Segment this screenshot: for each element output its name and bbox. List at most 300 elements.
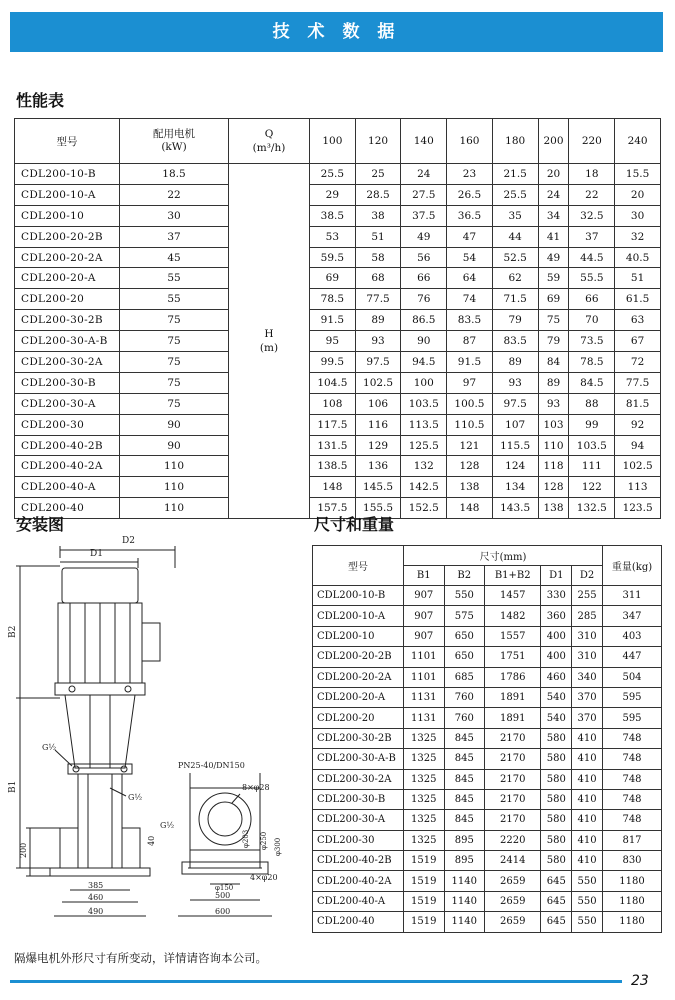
d150-label: φ150 bbox=[215, 884, 234, 892]
model-cell: CDL200-30-A-B bbox=[313, 749, 404, 769]
head-cell: 70 bbox=[569, 310, 615, 331]
head-cell: 56 bbox=[401, 247, 447, 268]
dim-cell: 2220 bbox=[485, 830, 541, 850]
dim-cell: 1519 bbox=[404, 912, 445, 932]
weight-cell: 504 bbox=[603, 667, 662, 687]
d250-label: φ250 bbox=[260, 831, 268, 850]
head-cell: 94 bbox=[615, 435, 661, 456]
model-cell: CDL200-20 bbox=[313, 708, 404, 728]
head-cell: 79 bbox=[492, 310, 538, 331]
model-cell: CDL200-30 bbox=[15, 414, 120, 435]
page-number: 23 bbox=[631, 973, 649, 989]
head-cell: 55.5 bbox=[569, 268, 615, 289]
dim-col-header: B2 bbox=[444, 566, 485, 586]
head-cell: 28.5 bbox=[355, 184, 401, 205]
head-cell: 93 bbox=[538, 393, 569, 414]
dim-cell: 550 bbox=[572, 871, 603, 891]
dim-cell: 895 bbox=[444, 851, 485, 871]
dim-cell: 580 bbox=[541, 728, 572, 748]
dim-cell: 1131 bbox=[404, 708, 445, 728]
dim-cell: 1325 bbox=[404, 810, 445, 830]
flow-header: 140 bbox=[401, 119, 447, 164]
head-cell: 51 bbox=[355, 226, 401, 247]
table-row bbox=[313, 606, 662, 626]
performance-header-row bbox=[15, 119, 661, 164]
table-row bbox=[15, 205, 661, 226]
head-cell: 74 bbox=[447, 289, 493, 310]
dim-cell: 255 bbox=[572, 586, 603, 606]
table-row bbox=[313, 626, 662, 646]
dim-cell: 2659 bbox=[485, 871, 541, 891]
flow-header: 100 bbox=[310, 119, 356, 164]
head-cell: 29 bbox=[310, 184, 356, 205]
table-row bbox=[15, 352, 661, 373]
footnote: 隔爆电机外形尺寸有所变动，详情请咨询本公司。 bbox=[14, 951, 267, 965]
table-row bbox=[313, 789, 662, 809]
dimensions-header-row bbox=[313, 546, 662, 566]
head-cell: 20 bbox=[538, 164, 569, 185]
model-cell: CDL200-30-A-B bbox=[15, 331, 120, 352]
weight-cell: 447 bbox=[603, 647, 662, 667]
dim-600-label: 600 bbox=[215, 907, 231, 916]
head-cell: 84.5 bbox=[569, 372, 615, 393]
head-cell: 138 bbox=[447, 477, 493, 498]
table-row bbox=[313, 851, 662, 871]
head-cell: 132.5 bbox=[569, 498, 615, 519]
head-cell: 41 bbox=[538, 226, 569, 247]
head-cell: 113.5 bbox=[401, 414, 447, 435]
model-cell: CDL200-40-2B bbox=[313, 851, 404, 871]
model-cell: CDL200-20-2A bbox=[313, 667, 404, 687]
power-cell: 110 bbox=[120, 498, 229, 519]
dim-cell: 370 bbox=[572, 708, 603, 728]
dim-cell: 845 bbox=[444, 749, 485, 769]
head-cell: 103.5 bbox=[569, 435, 615, 456]
head-cell: 116 bbox=[355, 414, 401, 435]
power-cell: 90 bbox=[120, 435, 229, 456]
q-header bbox=[229, 119, 310, 164]
power-cell: 22 bbox=[120, 184, 229, 205]
head-cell: 97 bbox=[447, 372, 493, 393]
flow-header: 160 bbox=[447, 119, 493, 164]
dim-cell: 907 bbox=[404, 606, 445, 626]
head-cell: 122 bbox=[569, 477, 615, 498]
model-cell: CDL200-40 bbox=[313, 912, 404, 932]
model-cell: CDL200-10 bbox=[313, 626, 404, 646]
head-cell: 59 bbox=[538, 268, 569, 289]
head-cell: 49 bbox=[401, 226, 447, 247]
head-cell: 110 bbox=[538, 435, 569, 456]
dim-cell: 1325 bbox=[404, 749, 445, 769]
base-plate bbox=[50, 868, 150, 876]
head-cell: 86.5 bbox=[401, 310, 447, 331]
head-cell: 38 bbox=[355, 205, 401, 226]
power-cell: 30 bbox=[120, 205, 229, 226]
head-cell: 111 bbox=[569, 456, 615, 477]
dim-cell: 580 bbox=[541, 789, 572, 809]
head-cell: 20 bbox=[615, 184, 661, 205]
table-row bbox=[15, 477, 661, 498]
dim-cell: 645 bbox=[541, 891, 572, 911]
dim-cell: 1140 bbox=[444, 891, 485, 911]
dim-cell: 1325 bbox=[404, 728, 445, 748]
table-row bbox=[313, 667, 662, 687]
model-cell: CDL200-20-A bbox=[313, 687, 404, 707]
model-cell: CDL200-30-2A bbox=[313, 769, 404, 789]
head-cell: 143.5 bbox=[492, 498, 538, 519]
b2-label: B2 bbox=[8, 625, 18, 638]
dim-cell: 760 bbox=[444, 708, 485, 728]
model-cell: CDL200-30-B bbox=[15, 372, 120, 393]
weight-cell: 1180 bbox=[603, 871, 662, 891]
model-cell: CDL200-10-B bbox=[15, 164, 120, 185]
dim-cell: 580 bbox=[541, 749, 572, 769]
head-cell: 71.5 bbox=[492, 289, 538, 310]
head-cell: 25.5 bbox=[492, 184, 538, 205]
head-cell: 99 bbox=[569, 414, 615, 435]
flange-circle-inner bbox=[208, 802, 242, 836]
table-row bbox=[15, 268, 661, 289]
dim-cell: 310 bbox=[572, 626, 603, 646]
dim-cell: 1325 bbox=[404, 830, 445, 850]
dim-cell: 650 bbox=[444, 626, 485, 646]
dim-cell: 1751 bbox=[485, 647, 541, 667]
g-half-label-top: G½ bbox=[42, 743, 57, 752]
weight-cell: 830 bbox=[603, 851, 662, 871]
model-cell: CDL200-40 bbox=[15, 498, 120, 519]
head-cell: 38.5 bbox=[310, 205, 356, 226]
power-cell: 90 bbox=[120, 414, 229, 435]
table-row bbox=[15, 435, 661, 456]
dim-cell: 370 bbox=[572, 687, 603, 707]
dim-cell: 845 bbox=[444, 810, 485, 830]
head-cell: 24 bbox=[401, 164, 447, 185]
dim-cell: 410 bbox=[572, 769, 603, 789]
size-header: 尺寸(mm) bbox=[404, 546, 603, 566]
table-row bbox=[15, 414, 661, 435]
dim-cell: 2659 bbox=[485, 912, 541, 932]
h-unit: (m) bbox=[259, 342, 279, 355]
dim-460-label: 460 bbox=[88, 893, 104, 902]
head-cell: 103 bbox=[538, 414, 569, 435]
dim-col-header: D2 bbox=[572, 566, 603, 586]
head-cell: 104.5 bbox=[310, 372, 356, 393]
table-row bbox=[15, 372, 661, 393]
terminal-box bbox=[142, 623, 160, 661]
head-cell: 91.5 bbox=[310, 310, 356, 331]
model-cell: CDL200-40-A bbox=[313, 891, 404, 911]
head-cell: 67 bbox=[615, 331, 661, 352]
weight-cell: 748 bbox=[603, 810, 662, 830]
weight-cell: 748 bbox=[603, 749, 662, 769]
model-cell: CDL200-10-B bbox=[313, 586, 404, 606]
head-cell: 89 bbox=[538, 372, 569, 393]
head-cell: 27.5 bbox=[401, 184, 447, 205]
head-cell: 79 bbox=[538, 331, 569, 352]
head-cell: 47 bbox=[447, 226, 493, 247]
head-cell: 66 bbox=[569, 289, 615, 310]
dim-cell: 580 bbox=[541, 769, 572, 789]
table-row bbox=[15, 310, 661, 331]
dim-cell: 580 bbox=[541, 830, 572, 850]
head-cell: 97.5 bbox=[492, 393, 538, 414]
weight-cell: 1180 bbox=[603, 891, 662, 911]
head-cell: 128 bbox=[447, 456, 493, 477]
head-cell: 40.5 bbox=[615, 247, 661, 268]
model-cell: CDL200-30-B bbox=[313, 789, 404, 809]
head-cell: 99.5 bbox=[310, 352, 356, 373]
dim-cell: 2414 bbox=[485, 851, 541, 871]
head-cell: 78.5 bbox=[310, 289, 356, 310]
table-row bbox=[15, 184, 661, 205]
head-cell: 22 bbox=[569, 184, 615, 205]
installation-drawing bbox=[10, 528, 310, 928]
head-cell: 64 bbox=[447, 268, 493, 289]
model-cell: CDL200-10 bbox=[15, 205, 120, 226]
table-row bbox=[15, 331, 661, 352]
power-cell: 110 bbox=[120, 456, 229, 477]
head-cell: 108 bbox=[310, 393, 356, 414]
model-cell: CDL200-20-A bbox=[15, 268, 120, 289]
dim-cell: 360 bbox=[541, 606, 572, 626]
dim-cell: 285 bbox=[572, 606, 603, 626]
head-cell: 106 bbox=[355, 393, 401, 414]
head-cell: 138 bbox=[538, 498, 569, 519]
install-title: 安装图 bbox=[16, 515, 65, 534]
weight-cell: 1180 bbox=[603, 912, 662, 932]
head-cell: 81.5 bbox=[615, 393, 661, 414]
dim-40-label: 40 bbox=[147, 835, 156, 846]
inlet-flange bbox=[60, 828, 78, 868]
dim-cell: 400 bbox=[541, 647, 572, 667]
weight-cell: 311 bbox=[603, 586, 662, 606]
model-cell: CDL200-20-2B bbox=[15, 226, 120, 247]
model-cell: CDL200-20-2B bbox=[313, 647, 404, 667]
model-cell: CDL200-10-A bbox=[313, 606, 404, 626]
head-cell: 25.5 bbox=[310, 164, 356, 185]
head-cell: 148 bbox=[310, 477, 356, 498]
dim-cell: 645 bbox=[541, 912, 572, 932]
head-cell: 35 bbox=[492, 205, 538, 226]
power-header: 配用电机 (kW) bbox=[120, 119, 229, 164]
b1-label: B1 bbox=[8, 780, 18, 793]
g-half-label-plan: G½ bbox=[160, 821, 175, 830]
dim-cell: 760 bbox=[444, 687, 485, 707]
head-cell: 59.5 bbox=[310, 247, 356, 268]
dim-cell: 550 bbox=[572, 891, 603, 911]
dim-cell: 410 bbox=[572, 851, 603, 871]
table-row bbox=[313, 728, 662, 748]
dim-cell: 340 bbox=[572, 667, 603, 687]
weight-header: 重量(kg) bbox=[603, 546, 662, 586]
head-cell: 72 bbox=[615, 352, 661, 373]
dim-cell: 580 bbox=[541, 851, 572, 871]
head-cell: 26.5 bbox=[447, 184, 493, 205]
dim-cell: 410 bbox=[572, 749, 603, 769]
dim-cell: 400 bbox=[541, 626, 572, 646]
head-cell: 148 bbox=[447, 498, 493, 519]
head-cell: 142.5 bbox=[401, 477, 447, 498]
head-cell: 102.5 bbox=[355, 372, 401, 393]
model-cell: CDL200-30-2B bbox=[313, 728, 404, 748]
flow-header: 180 bbox=[492, 119, 538, 164]
dim-cell: 550 bbox=[444, 586, 485, 606]
pump-head bbox=[68, 764, 132, 774]
dim-385-label: 385 bbox=[88, 881, 104, 890]
weight-cell: 595 bbox=[603, 687, 662, 707]
flange-label: PN25-40/DN150 bbox=[178, 761, 245, 770]
table-row bbox=[313, 687, 662, 707]
head-cell: 129 bbox=[355, 435, 401, 456]
d300-label: φ300 bbox=[274, 837, 282, 856]
dim-cell: 2659 bbox=[485, 891, 541, 911]
head-cell: 25 bbox=[355, 164, 401, 185]
dim-cell: 2170 bbox=[485, 789, 541, 809]
dim-cell: 540 bbox=[541, 687, 572, 707]
head-cell: 157.5 bbox=[310, 498, 356, 519]
performance-title: 性能表 bbox=[16, 91, 65, 110]
head-cell: 93 bbox=[492, 372, 538, 393]
table-row bbox=[15, 289, 661, 310]
head-cell: 24 bbox=[538, 184, 569, 205]
h-label: H bbox=[264, 328, 274, 341]
model-header: 型号 bbox=[15, 119, 120, 164]
power-cell: 55 bbox=[120, 289, 229, 310]
head-cell: 73.5 bbox=[569, 331, 615, 352]
head-cell: 93 bbox=[355, 331, 401, 352]
head-cell: 92 bbox=[615, 414, 661, 435]
head-cell: 68 bbox=[355, 268, 401, 289]
dim-cell: 575 bbox=[444, 606, 485, 626]
model-cell: CDL200-40-2A bbox=[313, 871, 404, 891]
bottom-rule bbox=[10, 980, 622, 983]
head-cell: 94.5 bbox=[401, 352, 447, 373]
head-cell: 36.5 bbox=[447, 205, 493, 226]
dimensions-title: 尺寸和重量 bbox=[314, 515, 395, 534]
dim-col-header: D1 bbox=[541, 566, 572, 586]
d1-label: D1 bbox=[90, 549, 103, 559]
dim-cell: 2170 bbox=[485, 810, 541, 830]
head-cell: 113 bbox=[615, 477, 661, 498]
head-cell: 37 bbox=[569, 226, 615, 247]
dim-cell: 410 bbox=[572, 810, 603, 830]
dim-cell: 1131 bbox=[404, 687, 445, 707]
table-row bbox=[313, 749, 662, 769]
head-cell: 23 bbox=[447, 164, 493, 185]
head-cell: 97.5 bbox=[355, 352, 401, 373]
head-cell: 21.5 bbox=[492, 164, 538, 185]
head-cell: 100 bbox=[401, 372, 447, 393]
head-cell: 91.5 bbox=[447, 352, 493, 373]
head-cell: 53 bbox=[310, 226, 356, 247]
head-cell: 83.5 bbox=[492, 331, 538, 352]
flow-header: 220 bbox=[569, 119, 615, 164]
dim-cell: 1140 bbox=[444, 871, 485, 891]
bolts-label: 8×φ28 bbox=[242, 783, 270, 792]
table-row bbox=[15, 164, 661, 185]
table-row bbox=[15, 456, 661, 477]
table-row bbox=[313, 769, 662, 789]
power-cell: 75 bbox=[120, 352, 229, 373]
head-cell: 107 bbox=[492, 414, 538, 435]
dim-cell: 330 bbox=[541, 586, 572, 606]
dim-cell: 1519 bbox=[404, 851, 445, 871]
dim-col-header: B1+B2 bbox=[485, 566, 541, 586]
head-cell: 84 bbox=[538, 352, 569, 373]
dim-490-label: 490 bbox=[88, 907, 104, 916]
q-unit: (m³/h) bbox=[252, 142, 286, 154]
head-cell: 89 bbox=[492, 352, 538, 373]
head-cell: 88 bbox=[569, 393, 615, 414]
power-cell: 75 bbox=[120, 393, 229, 414]
model-cell: CDL200-40-2B bbox=[15, 435, 120, 456]
dim-cell: 1519 bbox=[404, 871, 445, 891]
head-cell: 37.5 bbox=[401, 205, 447, 226]
dim-cell: 1101 bbox=[404, 647, 445, 667]
dim-model-header: 型号 bbox=[313, 546, 404, 586]
dim-cell: 1482 bbox=[485, 606, 541, 626]
weight-cell: 748 bbox=[603, 728, 662, 748]
head-cell: 131.5 bbox=[310, 435, 356, 456]
head-cell: 54 bbox=[447, 247, 493, 268]
d203-label: φ203 bbox=[242, 829, 250, 848]
flow-header: 120 bbox=[355, 119, 401, 164]
head-cell: 152.5 bbox=[401, 498, 447, 519]
head-cell: 62 bbox=[492, 268, 538, 289]
model-cell: CDL200-20 bbox=[15, 289, 120, 310]
dim-cell: 650 bbox=[444, 647, 485, 667]
dim-cell: 645 bbox=[541, 871, 572, 891]
dim-cell: 907 bbox=[404, 626, 445, 646]
head-cell: 69 bbox=[538, 289, 569, 310]
weight-cell: 347 bbox=[603, 606, 662, 626]
head-cell: 32.5 bbox=[569, 205, 615, 226]
head-cell: 44 bbox=[492, 226, 538, 247]
head-cell: 83.5 bbox=[447, 310, 493, 331]
head-cell: 52.5 bbox=[492, 247, 538, 268]
head-cell: 69 bbox=[310, 268, 356, 289]
coupling-frame bbox=[65, 695, 135, 768]
weight-cell: 595 bbox=[603, 708, 662, 728]
head-cell: 134 bbox=[492, 477, 538, 498]
table-row bbox=[313, 912, 662, 932]
dim-cell: 1140 bbox=[444, 912, 485, 932]
table-row bbox=[15, 393, 661, 414]
head-cell: 44.5 bbox=[569, 247, 615, 268]
dim-cell: 550 bbox=[572, 912, 603, 932]
dim-cell: 1325 bbox=[404, 769, 445, 789]
motor-top bbox=[62, 568, 138, 603]
weight-cell: 817 bbox=[603, 830, 662, 850]
dim-cell: 1325 bbox=[404, 789, 445, 809]
head-cell: 58 bbox=[355, 247, 401, 268]
model-cell: CDL200-10-A bbox=[15, 184, 120, 205]
head-cell: 32 bbox=[615, 226, 661, 247]
head-cell: 63 bbox=[615, 310, 661, 331]
model-cell: CDL200-30-2A bbox=[15, 352, 120, 373]
power-cell: 18.5 bbox=[120, 164, 229, 185]
table-row bbox=[313, 708, 662, 728]
dim-cell: 1457 bbox=[485, 586, 541, 606]
performance-table bbox=[14, 118, 661, 519]
head-cell: 77.5 bbox=[615, 372, 661, 393]
model-cell: CDL200-30-2B bbox=[15, 310, 120, 331]
dim-cell: 895 bbox=[444, 830, 485, 850]
model-cell: CDL200-40-2A bbox=[15, 456, 120, 477]
dim-cell: 2170 bbox=[485, 749, 541, 769]
outlet-flange bbox=[122, 828, 140, 868]
power-cell: 55 bbox=[120, 268, 229, 289]
